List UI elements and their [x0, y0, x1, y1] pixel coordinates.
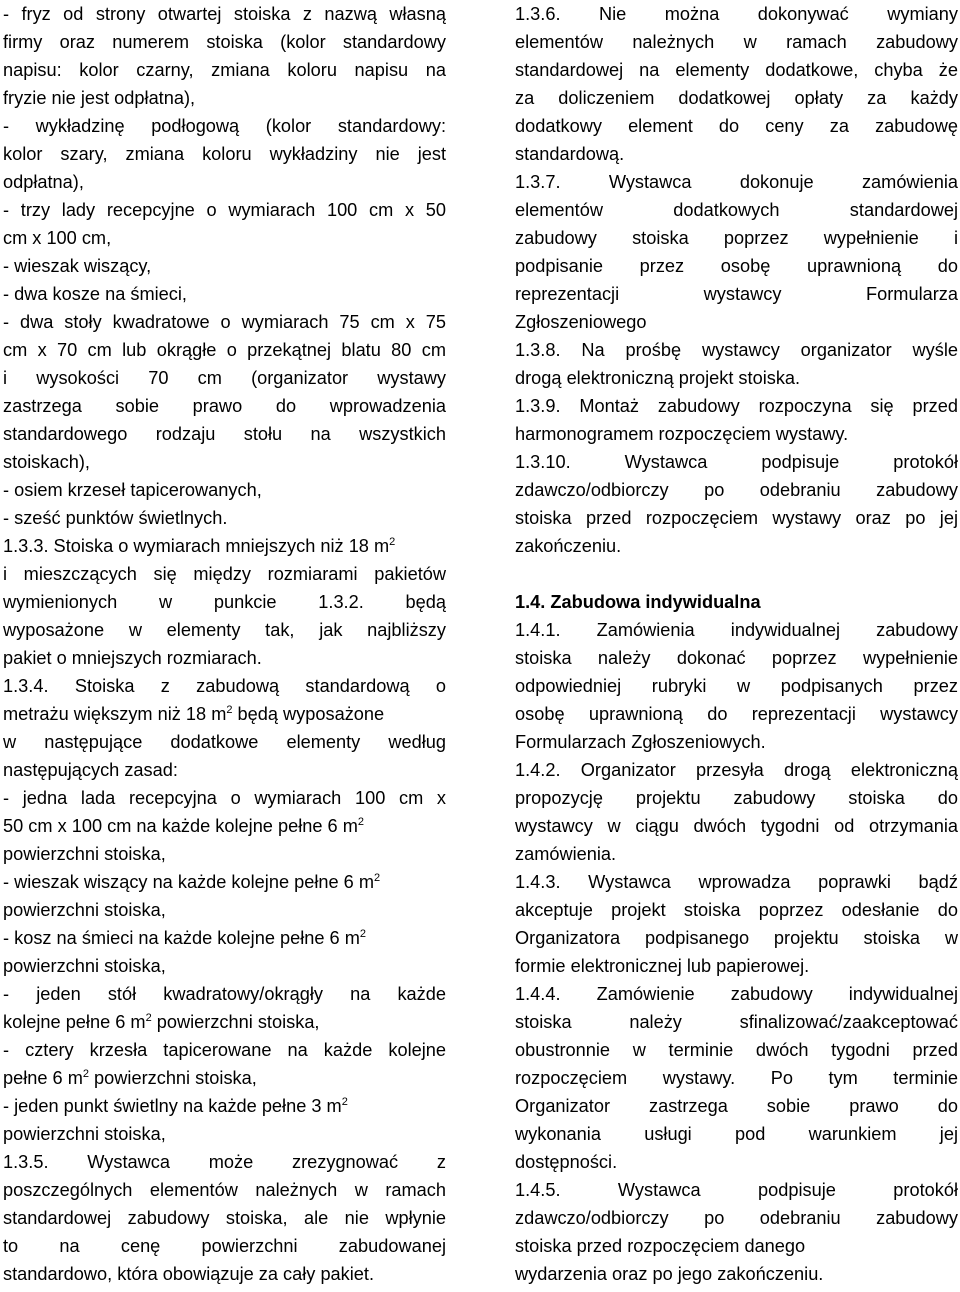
- superscript: 2: [82, 1068, 89, 1080]
- text-line: powierzchni stoiska,: [3, 844, 166, 864]
- text-line: w następujące dodatkowe elementy według: [3, 732, 446, 752]
- text-line: - cztery krzesła tapicerowane na każde kolejne: [3, 1040, 446, 1060]
- text-line: elementów należnych w ramach zabudowy: [515, 32, 958, 52]
- text-line: wymienionych w punkcie 1.3.2. będą: [3, 592, 446, 612]
- superscript: 2: [357, 816, 364, 828]
- text-line: cm x 70 cm lub okrągłe o przekątnej blatu 80 cm: [3, 340, 446, 360]
- text-line: - sześć punktów świetlnych.: [3, 508, 228, 528]
- superscript: 2: [359, 928, 366, 940]
- text-line: zdawczo/odbiorczy po odebraniu zabudowy: [515, 1208, 958, 1228]
- text-line: 1.4.5. Wystawca podpisuje protokół: [515, 1180, 958, 1200]
- text-line: powierzchni stoiska,: [3, 1124, 166, 1144]
- text-line: poszczególnych elementów należnych w ramach: [3, 1180, 446, 1200]
- text-line: 1.3.9. Montaż zabudowy rozpoczyna się przed: [515, 396, 958, 416]
- text-line: standardowej zabudowy stoiska, ale nie wpłynie: [3, 1208, 446, 1228]
- text-line: wykonania usługi pod warunkiem jej: [515, 1124, 958, 1144]
- text-segment: powierzchni stoiska,: [151, 1012, 320, 1032]
- text-line: odpłatna),: [3, 172, 84, 192]
- text-line: 1.3.7. Wystawca dokonuje zamówienia: [515, 172, 958, 192]
- text-line: fryzie nie jest odpłatna),: [3, 88, 196, 108]
- text-line: następujących zasad:: [3, 760, 178, 780]
- text-line: firmy oraz numerem stoiska (kolor standardowy: [3, 32, 446, 52]
- text-line: obustronnie w terminie dwóch tygodni przed: [515, 1040, 958, 1060]
- text-line: [3, 868, 446, 896]
- text-line: stoiska przed rozpoczęciem wystawy oraz po jej: [515, 508, 958, 528]
- text-line: propozycję projektu zabudowy stoiska do: [515, 788, 958, 808]
- text-line: rozpoczęciem wystawy. Po tym terminie: [515, 1068, 958, 1088]
- text-segment: - wieszak wiszący na każde kolejne pełne 6 m: [3, 872, 374, 892]
- text-line: zdawczo/odbiorczy po odebraniu zabudowy: [515, 480, 958, 500]
- text-line: akceptuje projekt stoiska poprzez odesłanie do: [515, 900, 958, 920]
- text-line: [3, 924, 446, 952]
- text-line: standardowej na elementy dodatkowe, chyba że: [515, 60, 958, 80]
- text-line: dostępności.: [515, 1152, 618, 1172]
- text-line: zabudowy stoiska poprzez wypełnienie i: [515, 228, 958, 248]
- text-segment: 50 cm x 100 cm na każde kolejne pełne 6 m: [3, 816, 358, 836]
- text-line: - dwa kosze na śmieci,: [3, 284, 187, 304]
- text-line: Organizatora podpisanego projektu stoiska w: [515, 928, 958, 948]
- text-segment: metrażu większym niż 18 m: [3, 704, 227, 724]
- text-line: i mieszczących się między rozmiarami pakietów: [3, 564, 446, 584]
- text-line: wydarzenia oraz po jego zakończeniu.: [515, 1264, 824, 1284]
- text-line: - wieszak wiszący,: [3, 256, 152, 276]
- text-line: wyposażone w elementy tak, jak najbliższy: [3, 620, 446, 640]
- section-heading: 1.4. Zabudowa indywidualna: [515, 592, 761, 612]
- text-line: wystawcy w ciągu dwóch tygodni od otrzymania: [515, 816, 958, 836]
- superscript: 2: [341, 1096, 348, 1108]
- text-line: [3, 1064, 446, 1092]
- text-line: [3, 1008, 446, 1036]
- text-segment: będą wyposażone: [232, 704, 385, 724]
- text-line: 1.3.5. Wystawca może zrezygnować z: [3, 1152, 446, 1172]
- text-line: 1.3.4. Stoiska z zabudową standardową o: [3, 676, 446, 696]
- text-line: harmonogramem rozpoczęciem wystawy.: [515, 424, 849, 444]
- text-line: [3, 700, 446, 728]
- text-line: pakiet o mniejszych rozmiarach.: [3, 648, 262, 668]
- text-line: napisu: kolor czarny, zmiana koloru napisu na: [3, 60, 446, 80]
- text-line: 1.3.8. Na prośbę wystawcy organizator wyśle: [515, 340, 958, 360]
- text-segment: kolejne pełne 6 m: [3, 1012, 146, 1032]
- text-line: i wysokości 70 cm (organizator wystawy: [3, 368, 446, 388]
- text-line: stoiska przed rozpoczęciem danego: [515, 1236, 806, 1256]
- text-line: 1.4.4. Zamówienie zabudowy indywidualnej: [515, 984, 958, 1004]
- text-line: - osiem krzeseł tapicerowanych,: [3, 480, 262, 500]
- text-line: Formularzach Zgłoszeniowych.: [515, 732, 766, 752]
- text-line: kolor szary, zmiana koloru wykładziny nie jest: [3, 144, 446, 164]
- text-segment: powierzchni stoiska,: [89, 1068, 257, 1088]
- text-line: 1.4.1. Zamówienia indywidualnej zabudowy: [515, 620, 958, 640]
- text-line: cm x 100 cm,: [3, 228, 112, 248]
- superscript: 2: [389, 536, 396, 548]
- text-line: standardowo, która obowiązuje za cały pakiet.: [3, 1264, 375, 1284]
- text-line: - trzy lady recepcyjne o wymiarach 100 cm x 50: [3, 200, 446, 220]
- text-line: 1.3.10. Wystawca podpisuje protokół: [515, 452, 958, 472]
- text-line: powierzchni stoiska,: [3, 900, 166, 920]
- text-line: [3, 1092, 446, 1120]
- text-line: stoiska należy sfinalizować/zaakceptować: [515, 1012, 958, 1032]
- text-segment: 1.3.3. Stoiska o wymiarach mniejszych niż 18 m: [3, 536, 390, 556]
- superscript: 2: [226, 704, 233, 716]
- text-line: elementów dodatkowych standardowej: [515, 200, 958, 220]
- superscript: 2: [145, 1012, 152, 1024]
- text-line: - wykładzinę podłogową (kolor standardowy:: [3, 116, 446, 136]
- text-segment: - jeden punkt świetlny na każde pełne 3 m: [3, 1096, 342, 1116]
- text-line: Zgłoszeniowego: [515, 312, 647, 332]
- text-line: - jedna lada recepcyjna o wymiarach 100 cm x: [3, 788, 446, 808]
- text-line: reprezentacji wystawcy Formularza: [515, 284, 958, 304]
- text-line: [3, 812, 446, 840]
- text-line: - fryz od strony otwartej stoiska z nazwą własną: [3, 4, 446, 24]
- text-line: dodatkowy element do ceny za zabudowę: [515, 116, 958, 136]
- text-line: standardową.: [515, 144, 625, 164]
- text-line: osobę uprawnioną do reprezentacji wystawcy: [515, 704, 958, 724]
- text-line: 1.3.6. Nie można dokonywać wymiany: [515, 4, 958, 24]
- text-line: za doliczeniem dodatkowej opłaty za każdy: [515, 88, 958, 108]
- text-line: formie elektronicznej lub papierowej.: [515, 956, 810, 976]
- superscript: 2: [374, 872, 381, 884]
- text-line: zakończeniu.: [515, 536, 622, 556]
- text-line: stoiska należy dokonać poprzez wypełnienie: [515, 648, 958, 668]
- text-segment: pełne 6 m: [3, 1068, 83, 1088]
- text-line: stoiskach),: [3, 452, 90, 472]
- text-line: to na cenę powierzchni zabudowanej: [3, 1236, 446, 1256]
- text-line: zastrzega sobie prawo do wprowadzenia: [3, 396, 446, 416]
- text-line: drogą elektroniczną projekt stoiska.: [515, 368, 801, 388]
- text-line: zamówienia.: [515, 844, 617, 864]
- text-line: odpowiedniej rubryki w podpisanych przez: [515, 676, 958, 696]
- text-line: 1.4.2. Organizator przesyła drogą elektroniczną: [515, 760, 958, 780]
- text-segment: - kosz na śmieci na każde kolejne pełne 6 m: [3, 928, 360, 948]
- text-line: [3, 532, 446, 560]
- text-line: Organizator zastrzega sobie prawo do: [515, 1096, 958, 1116]
- text-line: 1.4.3. Wystawca wprowadza poprawki bądź: [515, 872, 958, 892]
- text-line: - dwa stoły kwadratowe o wymiarach 75 cm x 75: [3, 312, 446, 332]
- text-line: standardowego rodzaju stołu na wszystkich: [3, 424, 446, 444]
- text-line: - jeden stół kwadratowy/okrągły na każde: [3, 984, 446, 1004]
- text-line: podpisanie przez osobę uprawnioną do: [515, 256, 958, 276]
- text-line: powierzchni stoiska,: [3, 956, 166, 976]
